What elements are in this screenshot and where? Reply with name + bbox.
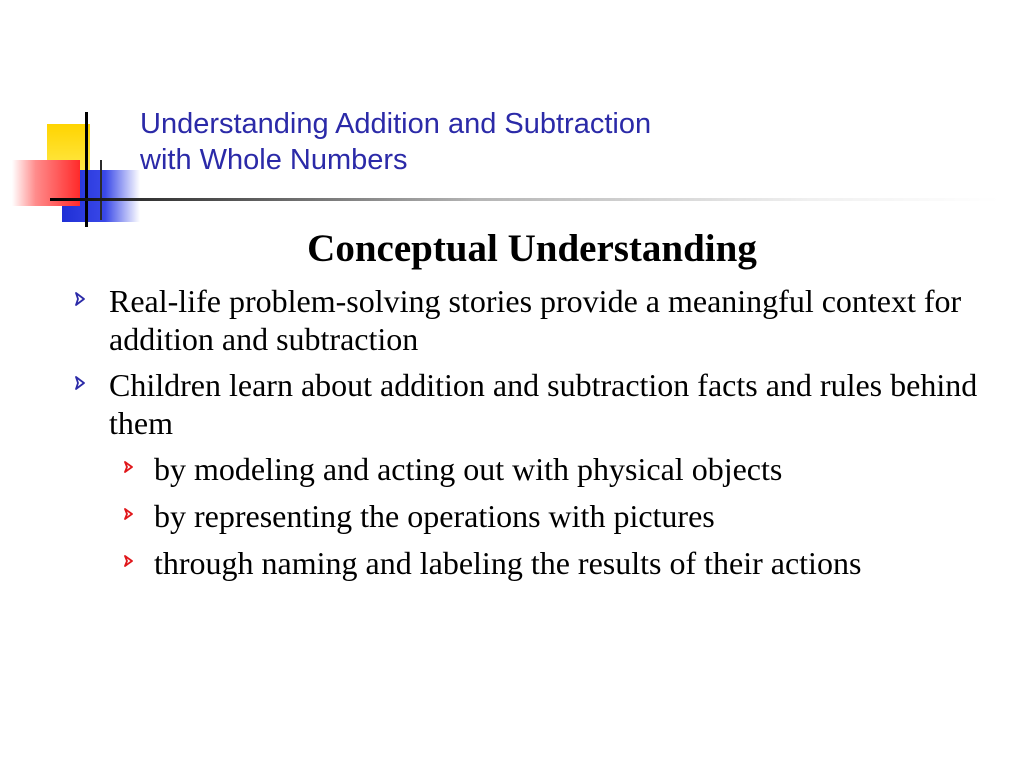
sub-bullet-item xyxy=(0,450,1024,488)
chevron-right-arrow-icon xyxy=(120,552,138,570)
bullet-list xyxy=(0,282,1024,591)
bullet-text: Children learn about addition and subtraction facts and rules behind them xyxy=(109,367,978,441)
bullet-item xyxy=(0,282,1024,358)
chevron-right-arrow-icon xyxy=(72,290,90,308)
chevron-right-arrow-icon xyxy=(120,458,138,476)
chevron-right-arrow-icon xyxy=(72,374,90,392)
sub-bullet-text: by modeling and acting out with physical objects xyxy=(154,451,783,487)
color-squares-logo xyxy=(0,0,160,240)
bullet-text: Real-life problem-solving stories provide a meaningful context for addition and subtraction xyxy=(109,283,962,357)
sub-bullet-text: by representing the operations with pictures xyxy=(154,498,715,534)
vertical-rule-secondary xyxy=(100,160,102,220)
slide-title-line-1: Understanding Addition and Subtraction xyxy=(140,108,652,140)
bullet-item xyxy=(0,366,1024,442)
title-underline xyxy=(50,198,1000,201)
sub-bullet-text: through naming and labeling the results of their actions xyxy=(154,545,862,581)
sub-bullet-item xyxy=(0,544,1024,582)
slide-title xyxy=(140,106,651,178)
slide-title-line-2: with Whole Numbers xyxy=(140,144,408,176)
vertical-rule xyxy=(85,112,88,227)
chevron-right-arrow-icon xyxy=(120,505,138,523)
sub-bullet-item xyxy=(0,497,1024,535)
section-heading: Conceptual Understanding xyxy=(307,227,757,270)
